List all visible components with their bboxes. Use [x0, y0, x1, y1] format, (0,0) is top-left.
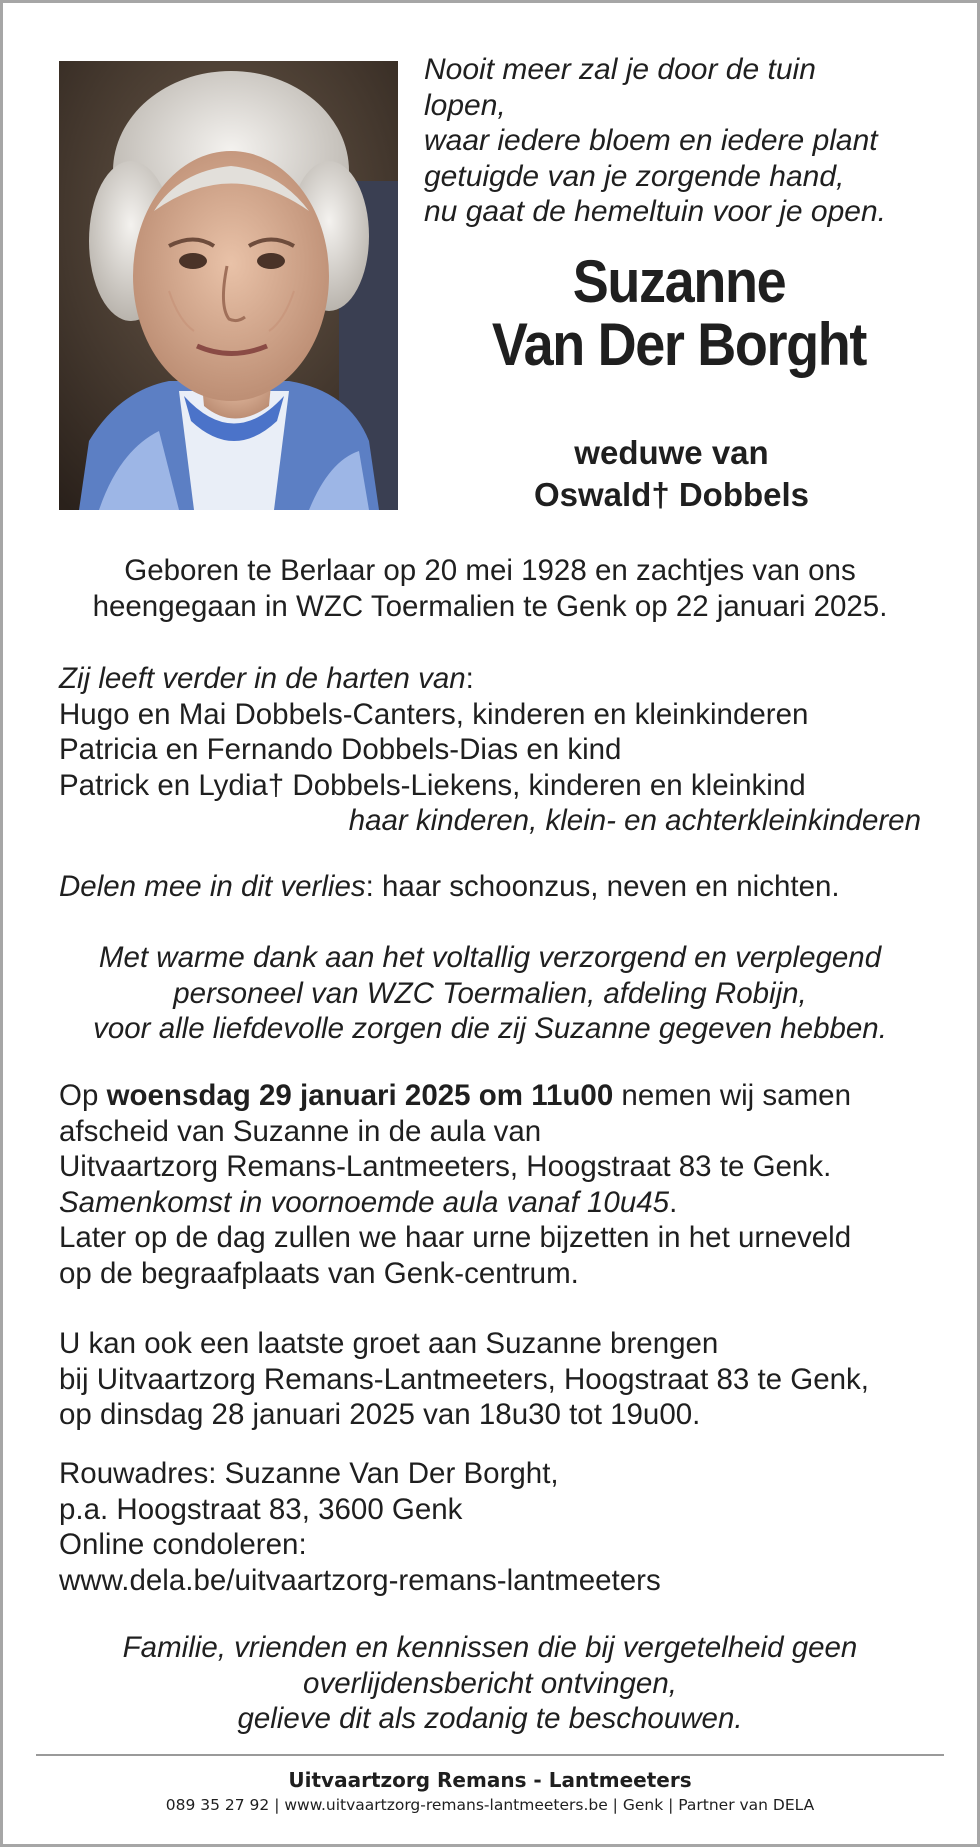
deceased-name	[450, 250, 909, 376]
thanks-line: personeel van WZC Toermalien, afdeling Robijn,	[173, 976, 807, 1010]
notice-line: gelieve dit als zodanig te beschouwen.	[237, 1702, 743, 1735]
ceremony-line: Later op de dag zullen we haar urne bijzetten in het urneveld	[59, 1221, 852, 1254]
thanks-line: voor alle liefdevolle zorgen die zij Suzanne gegeven hebben.	[93, 1012, 887, 1045]
deceased-last-name: Van Der Borght	[491, 311, 867, 378]
death-line: heengegaan in WZC Toermalien te Genk op 22 januari 2025.	[92, 589, 888, 623]
notice-line: Familie, vrienden en kennissen die bij vergetelheid geen	[122, 1631, 858, 1664]
family-line: Patrick en Lydia† Dobbels-Liekens, kinderen en kleinkind	[59, 768, 806, 802]
family-intro-colon: :	[465, 662, 474, 695]
condolence-label: Online condoleren:	[59, 1528, 307, 1561]
ceremony-line: op de begraafplaats van Genk-centrum.	[59, 1256, 579, 1290]
ceremony-line: afscheid van Suzanne in de aula van	[59, 1114, 542, 1148]
deceased-first-name: Suzanne	[572, 248, 786, 315]
ceremony-section	[59, 1078, 939, 1291]
footer-divider	[36, 1754, 944, 1756]
family-intro-italic: Zij leeft verder in de harten van	[59, 662, 466, 695]
spouse-name: Oswald† Dobbels	[533, 476, 810, 513]
greeting-line: U kan ook een laatste groet aan Suzanne brengen	[59, 1327, 719, 1360]
share-loss-text: : haar schoonzus, neven en nichten.	[365, 870, 840, 903]
poem-line: getuigde van je zorgende hand,	[424, 159, 845, 193]
ceremony-line: Uitvaartzorg Remans-Lantmeeters, Hoogstraat 83 te Genk.	[59, 1150, 832, 1183]
poem-line: Nooit meer zal je door de tuin	[424, 53, 816, 86]
family-line: Hugo en Mai Dobbels-Canters, kinderen en kleinkinderen	[59, 697, 809, 731]
portrait-photo	[59, 61, 398, 510]
notice-section	[40, 1630, 940, 1737]
condolence-url: www.dela.be/uitvaartzorg-remans-lantmeeters	[59, 1563, 661, 1597]
poem-line: lopen,	[424, 88, 506, 122]
greeting-line: op dinsdag 28 januari 2025 van 18u30 tot 19u00.	[59, 1398, 701, 1431]
ceremony-line: Op woensdag 29 januari 2025 om 11u00 nemen wij samen	[59, 1079, 851, 1112]
footer-contact: 089 35 27 92 | www.uitvaartzorg-remans-lantmeeters.be | Genk | Partner van DELA	[165, 1796, 815, 1814]
family-line: Patricia en Fernando Dobbels-Dias en kind	[59, 733, 622, 766]
address-section	[59, 1456, 939, 1598]
ceremony-datetime: woensdag 29 januari 2025 om 11u00	[106, 1079, 614, 1112]
memorial-poem	[424, 52, 964, 230]
birth-death-info	[40, 553, 940, 624]
footer-title: Uitvaartzorg Remans - Lantmeeters	[288, 1768, 692, 1792]
address-line: p.a. Hoogstraat 83, 3600 Genk	[59, 1492, 463, 1526]
family-intro	[59, 661, 929, 697]
thanks-line: Met warme dank aan het voltallig verzorgend en verplegend	[98, 941, 882, 974]
share-loss	[59, 869, 929, 905]
family-closing: haar kinderen, klein- en achterkleinkinderen	[348, 804, 921, 837]
share-loss-italic: Delen mee in dit verlies	[59, 870, 366, 903]
poem-line: nu gaat de hemeltuin voor je open.	[424, 195, 886, 228]
poem-line: waar iedere bloem en iedere plant	[424, 124, 878, 157]
gathering-line: Samenkomst in voornoemde aula vanaf 10u45.	[59, 1185, 678, 1219]
family-section	[59, 661, 929, 839]
address-line: Rouwadres: Suzanne Van Der Borght,	[59, 1457, 559, 1490]
widow-of	[424, 432, 919, 516]
greeting-line: bij Uitvaartzorg Remans-Lantmeeters, Hoogstraat 83 te Genk,	[59, 1362, 869, 1396]
thanks-section	[40, 940, 940, 1047]
notice-line: overlijdensbericht ontvingen,	[303, 1666, 677, 1700]
widow-label: weduwe van	[574, 434, 769, 471]
birth-line: Geboren te Berlaar op 20 mei 1928 en zachtjes van ons	[124, 554, 856, 587]
greeting-section	[59, 1326, 939, 1433]
